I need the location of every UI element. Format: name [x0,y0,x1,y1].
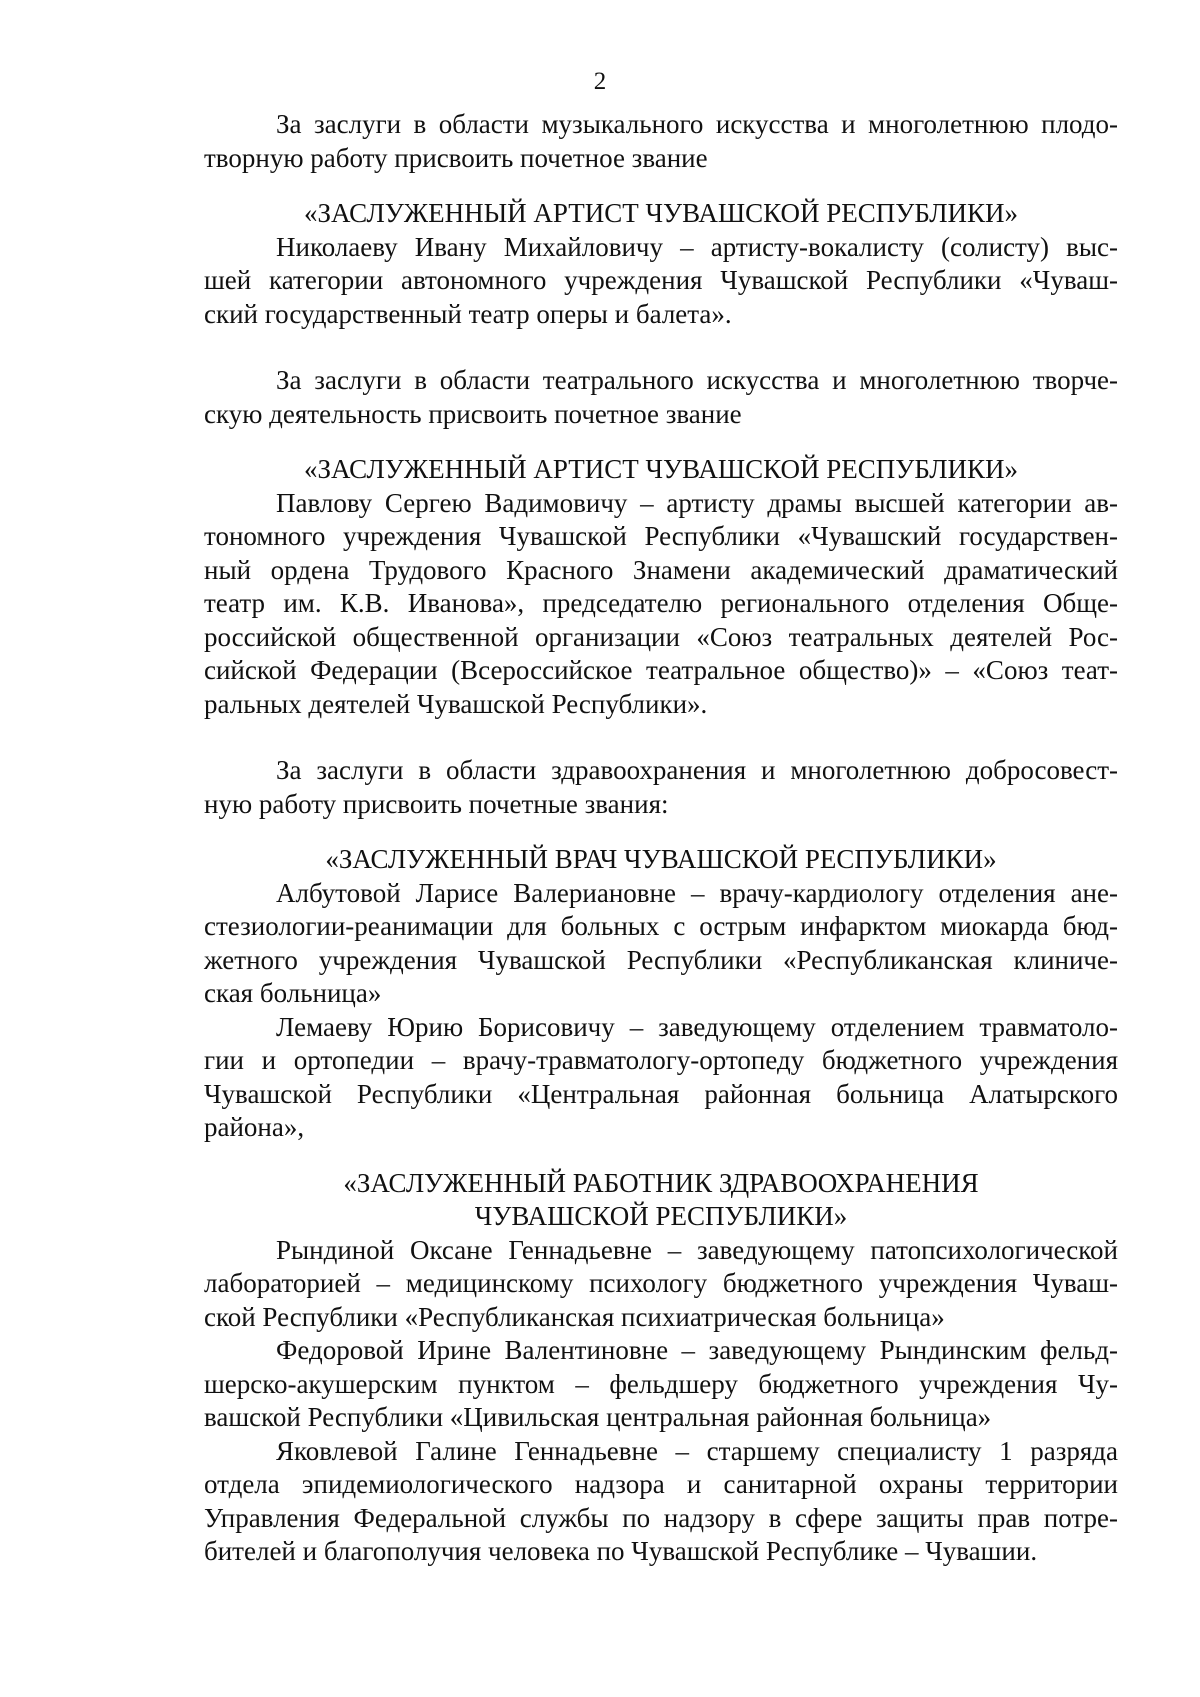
intro-paragraph-line: За заслуги в области театрального искусства и многолетнюю творче- [276,365,1118,395]
intro-paragraph-line: творную работу присвоить почетное звание [204,142,708,173]
award-line: ральных деятелей Чувашской Республики». [204,688,708,719]
award-line: Албутовой Ларисе Валериановне – врачу-кардиологу отделения ане- [276,877,1118,908]
honorary-title: «ЗАСЛУЖЕННЫЙ РАБОТНИК ЗДРАВООХРАНЕНИЯ [343,1167,979,1198]
award-line: тономного учреждения Чувашской Республики «Чувашский государствен- [204,521,1118,551]
award-line: вашской Республики «Цивильская центральная районная больница» [204,1402,992,1432]
intro-paragraph-line: За заслуги в области здравоохранения и многолетнюю добросовест- [276,755,1118,785]
award-line: лабораторией – медицинскому психологу бюджетного учреждения Чуваш- [204,1268,1118,1298]
award-line: жетного учреждения Чувашской Республики «Республиканская клиниче- [204,944,1118,975]
award-line: ский государственный театр оперы и балета». [204,298,732,329]
award-line: российской общественной организации «Союз театральных деятелей Рос- [204,621,1118,652]
honorary-title: ЧУВАШСКОЙ РЕСПУБЛИКИ» [474,1201,848,1231]
award-line: ская больница» [204,978,382,1008]
honorary-title: «ЗАСЛУЖЕННЫЙ АРТИСТ ЧУВАШСКОЙ РЕСПУБЛИКИ» [303,198,1019,228]
award-line: отдела эпидемиологического надзора и санитарной охраны территории [204,1469,1118,1499]
intro-paragraph-line: ную работу присвоить почетные звания: [204,788,669,819]
award-line: театр им. К.В. Иванова», председателю регионального отделения Обще- [204,588,1118,618]
page-number: 2 [593,68,607,95]
award-line: Павлову Сергею Вадимовичу – артисту драмы высшей категории ав- [276,487,1118,518]
award-line: стезиологии-реанимации для больных с острым инфарктом миокарда бюд- [204,911,1118,941]
award-line: гии и ортопедии – врачу-травматологу-ортопеду бюджетного учреждения [204,1045,1118,1075]
award-line: Лемаеву Юрию Борисовичу – заведующему отделением травматоло- [276,1011,1118,1042]
award-line: Управления Федеральной службы по надзору в сфере защиты прав потре- [204,1502,1118,1533]
award-line: Рындиной Оксане Геннадьевне – заведующему патопсихологической [276,1234,1118,1265]
health-section [204,754,1118,1569]
document-body [204,108,1118,1569]
award-line: Чувашской Республики «Центральная районная больница Алатырского [204,1078,1118,1109]
award-line: Федоровой Ирине Валентиновне – заведующему Рындинским фельд- [276,1335,1118,1365]
honorary-title: «ЗАСЛУЖЕННЫЙ АРТИСТ ЧУВАШСКОЙ РЕСПУБЛИКИ» [303,454,1019,484]
award-line: шей категории автономного учреждения Чувашской Республики «Чуваш- [204,265,1118,295]
honorary-title: «ЗАСЛУЖЕННЫЙ ВРАЧ ЧУВАШСКОЙ РЕСПУБЛИКИ» [325,844,997,874]
award-line: бителей и благополучия человека по Чувашской Республике – Чувашии. [204,1536,1038,1566]
award-line: сийской Федерации (Всероссийское театральное общество)» – «Союз теат- [204,655,1118,685]
award-line: Николаеву Ивану Михайловичу – артисту-вокалисту (солисту) выс- [276,231,1118,262]
music-section [204,108,1118,331]
award-line: Яковлевой Галине Геннадьевне – старшему специалисту 1 разряда [276,1435,1118,1466]
theatre-section [204,364,1118,721]
intro-paragraph-line: За заслуги в области музыкального искусства и многолетнюю плодо- [276,109,1118,139]
award-line: шерско-акушерским пунктом – фельдшеру бюджетного учреждения Чу- [204,1368,1118,1399]
award-line: ской Республики «Республиканская психиатрическая больница» [204,1301,945,1332]
award-line: ный ордена Трудового Красного Знамени академический драматический [204,554,1118,585]
award-line: района», [204,1112,305,1142]
intro-paragraph-line: скую деятельность присвоить почетное звание [204,398,742,429]
